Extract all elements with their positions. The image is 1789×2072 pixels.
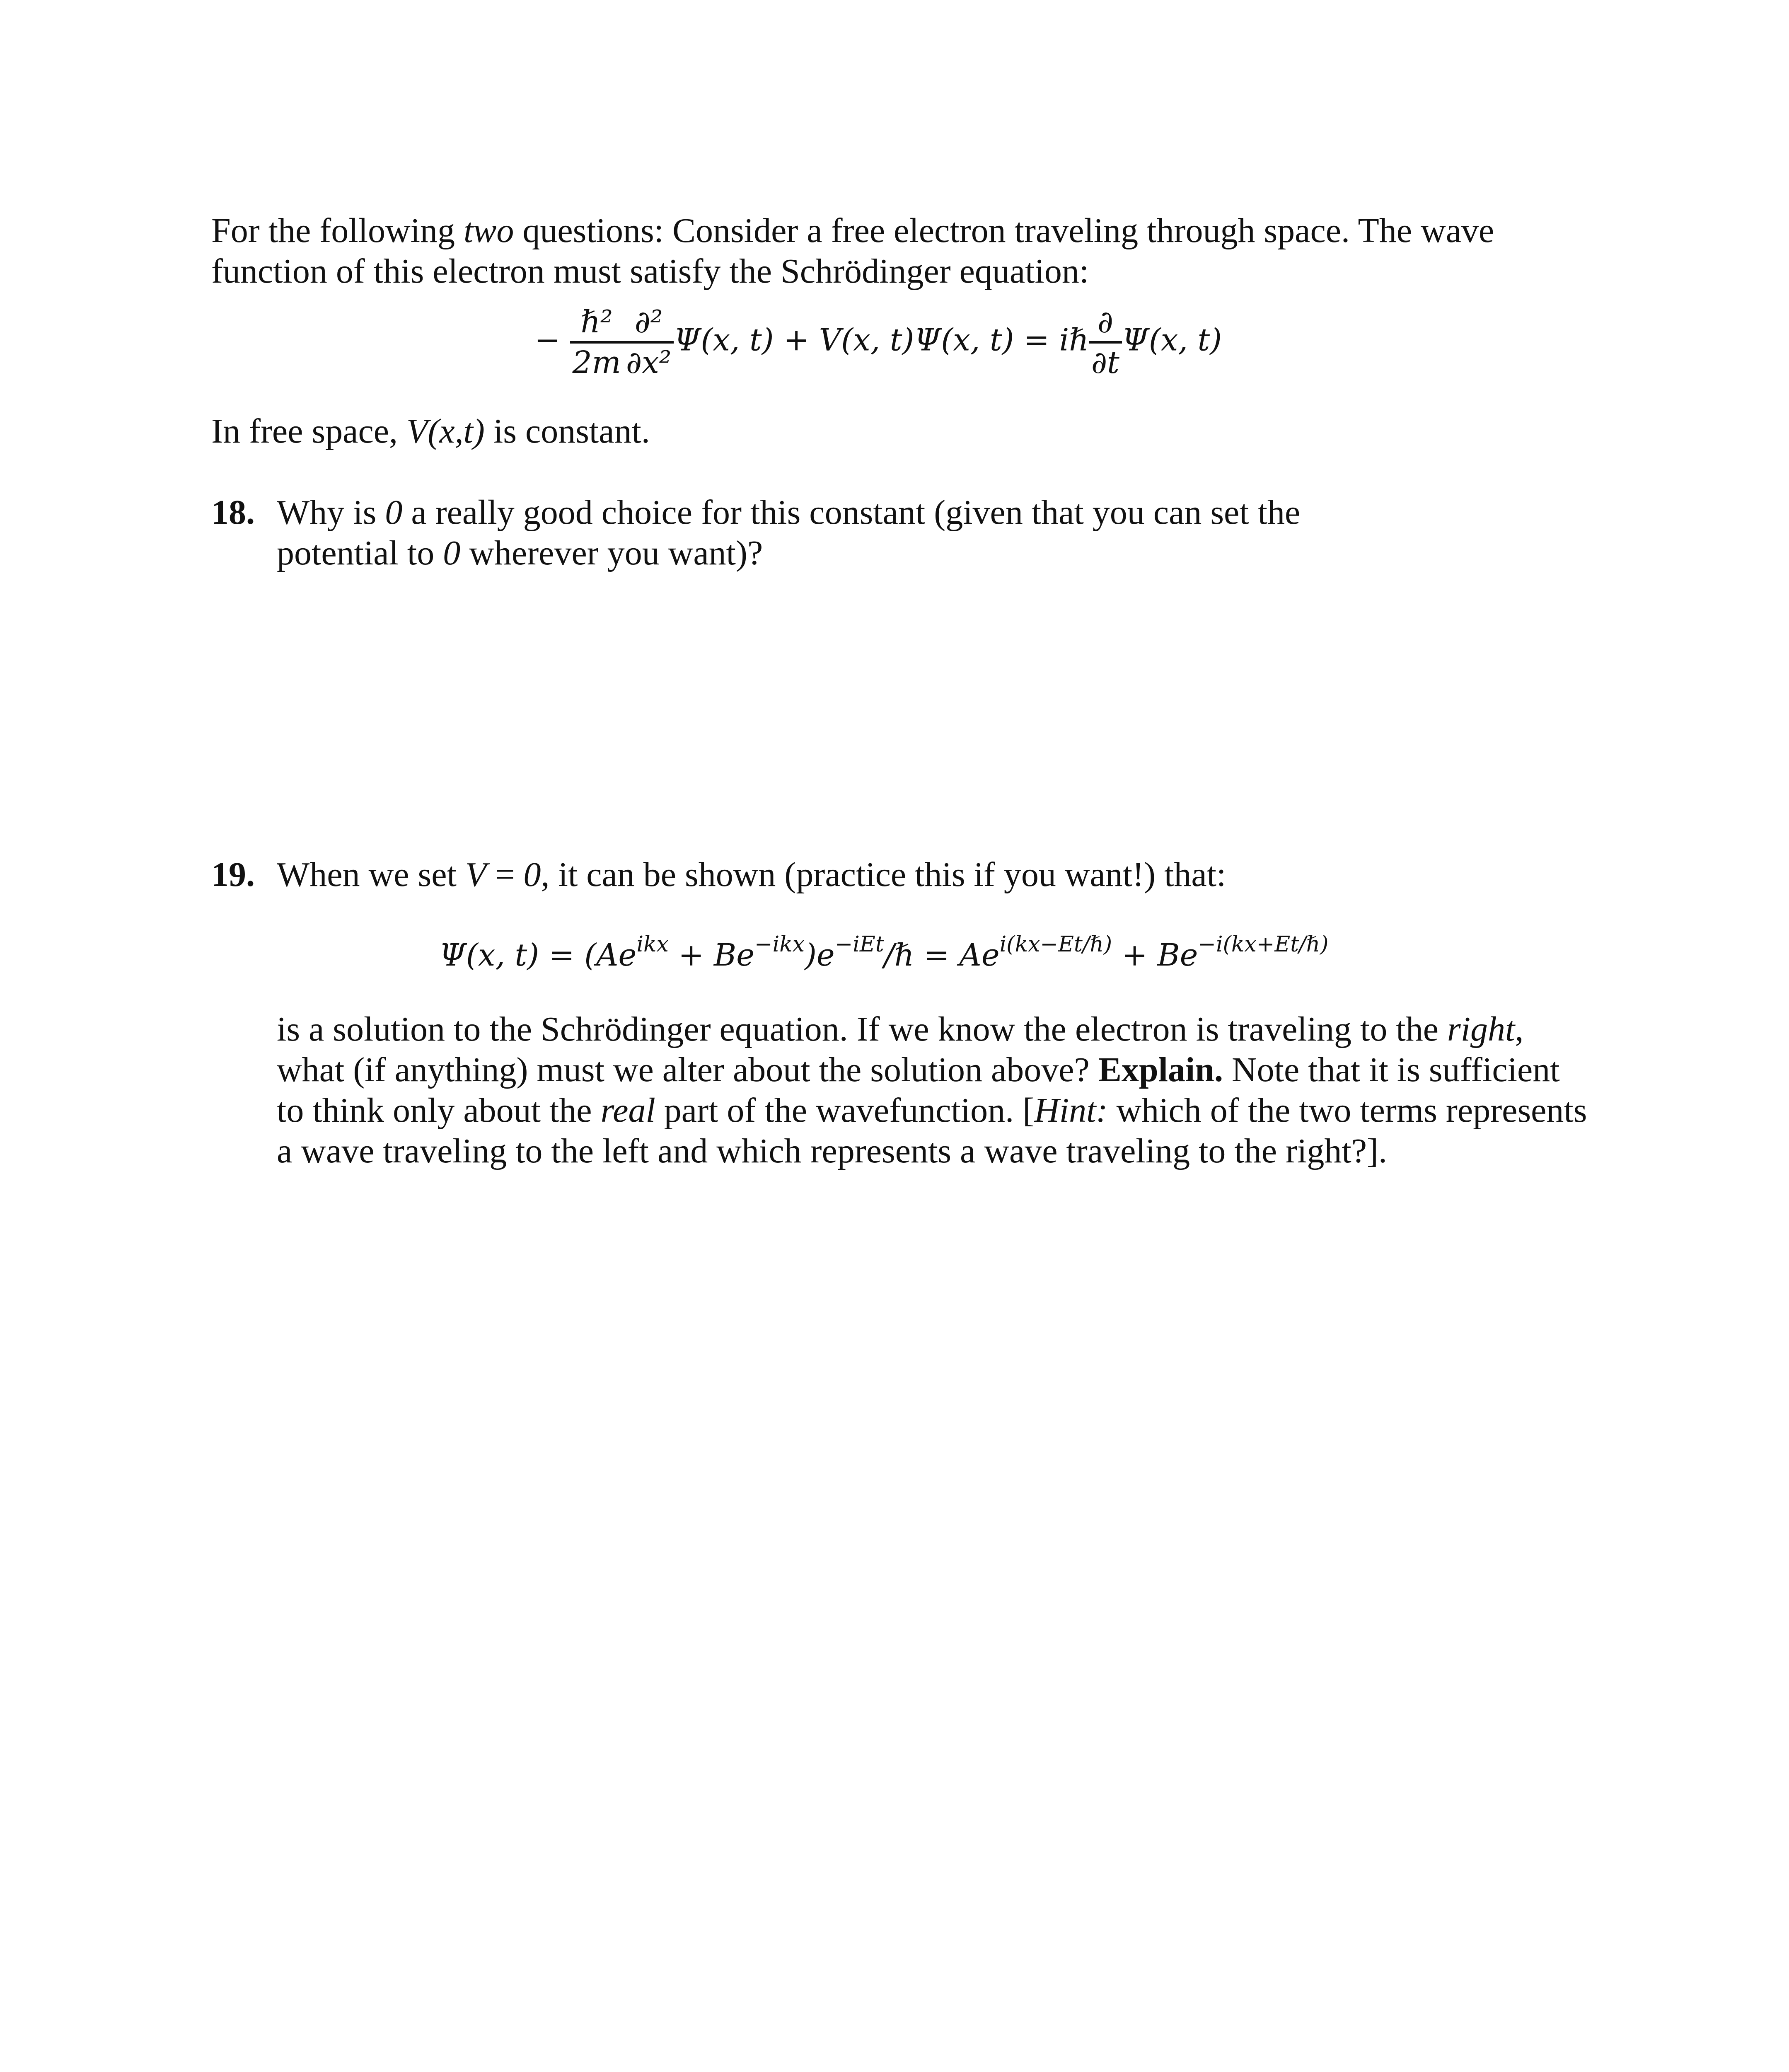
hbar-squared-over-2m: $\frac{\text{ℏ²}}{2m}$	[570, 305, 624, 380]
question-18-number: 18.	[211, 493, 255, 532]
intro-line-2: function of this electron must satisfy the Schrödinger equation:	[211, 252, 1089, 290]
question-19-intro: When we set V = 0, it can be shown (practice this if you want!) that:	[277, 855, 1226, 894]
question-19-number: 19.	[211, 855, 255, 894]
intro-paragraph	[211, 211, 1628, 292]
partial-t: $\frac{\partial}{\partial t}$	[1089, 305, 1122, 380]
second-partial-x: $\frac{\text{∂²}}{\text{∂x²}}$	[624, 305, 674, 380]
question-18-text: Why is 0 a really good choice for this constant (given that you can set the potential to 0 wherever you want)?	[277, 493, 1301, 572]
free-space-statement: In free space, V(x,t) is constant.	[211, 412, 650, 450]
question-19-body: is a solution to the Schrödinger equation. If we know the electron is traveling to the right, what (if anything) must we alter about the solution above? Explain. Note that it is sufficient to think only about the real part of the wavefunction. [Hint: which of the two terms represents a wave traveling to the left and which represents a wave traveling to the right?].	[277, 1010, 1587, 1170]
schrodinger-equation: − $\frac{\text{ℏ²}}{2m}$ $\frac{\text{∂²}}{\text{∂x²}}$ Ψ(x, t) + V(x, t)Ψ(x, t) = iℏ $\frac{\partial}{\partial t}$ Ψ(x, t)	[534, 304, 1222, 380]
intro-line-1: For the following two questions: Consider a free electron traveling through space. The wave	[211, 211, 1494, 250]
wavefunction-solution-equation: Ψ(x, $t) = (Ae^{ikx}$ + $Be^{-ikx})e^{-iEt}/\hbar = Ae^{i(kx-Et/\hbar)} + Be^{-i(kx+Et/\hbar)}$	[439, 932, 1329, 973]
